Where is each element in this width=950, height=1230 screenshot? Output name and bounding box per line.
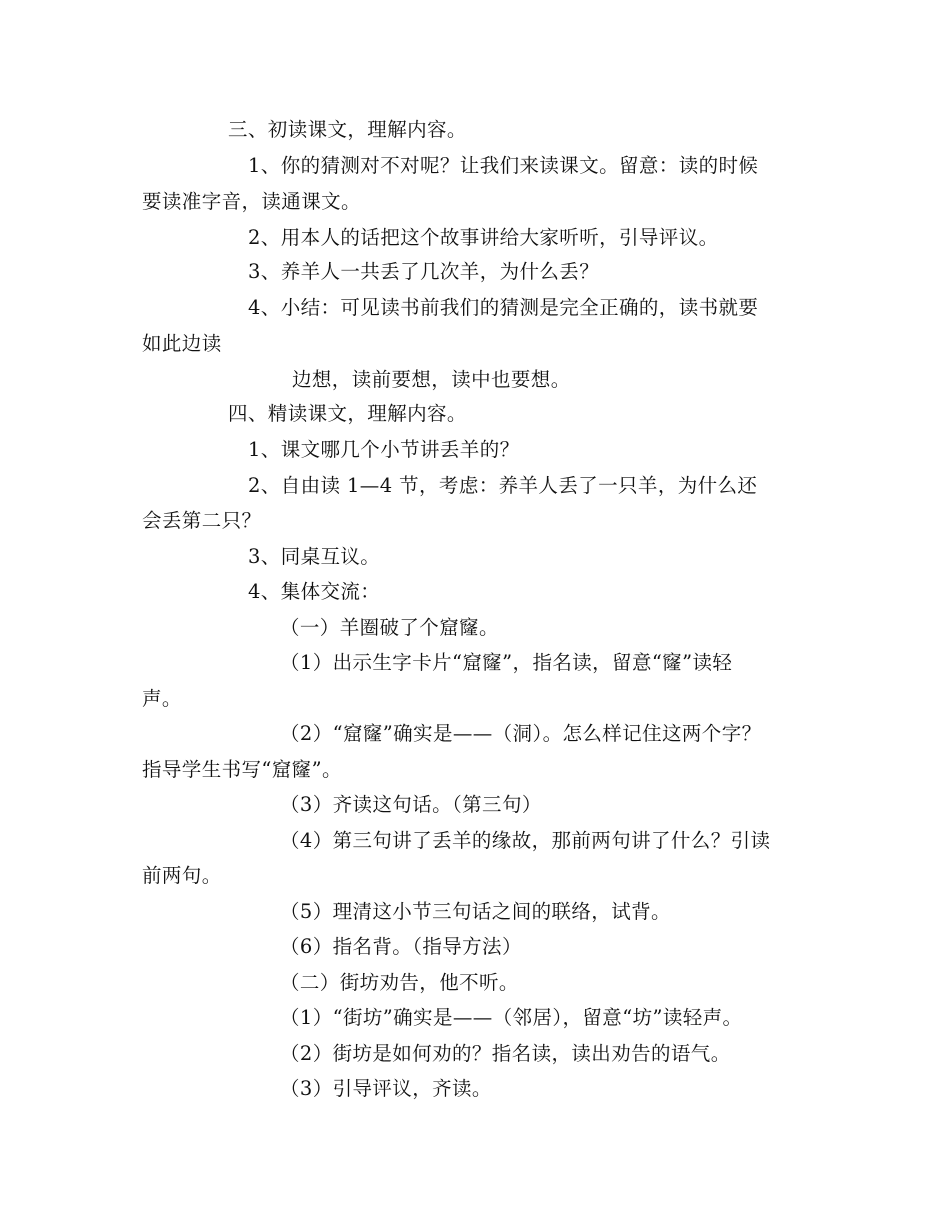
- paragraph-line: 3、同桌互议。: [248, 545, 381, 568]
- paragraph-line: 2、用本人的话把这个故事讲给大家听听，引导评议。: [248, 226, 719, 249]
- paragraph-line: 会丢第二只？: [142, 509, 262, 532]
- sub-heading: （二）街坊劝告，他不听。: [280, 971, 519, 994]
- paragraph-line: 4、小结：可见读书前我们的猜测是完全正确的，读书就要: [248, 296, 759, 319]
- paragraph-line: 边想，读前要想，读中也要想。: [292, 368, 571, 391]
- paragraph-line: 如此边读: [142, 332, 222, 355]
- paragraph-line: （3）引导评议，齐读。: [280, 1077, 492, 1100]
- sub-heading: （一）羊圈破了个窟窿。: [280, 616, 499, 639]
- paragraph-line: （2）街坊是如何劝的？指名读，读出劝告的语气。: [280, 1042, 731, 1065]
- paragraph-line: 声。: [142, 687, 182, 710]
- paragraph-line: （2）“窟窿”确实是——（洞）。怎么样记住这两个字？: [280, 722, 762, 745]
- section-heading-4: 四、精读课文，理解内容。: [228, 402, 467, 425]
- paragraph-line: 2、自由读 1—4 节，考虑：养羊人丢了一只羊，为什么还: [248, 474, 758, 497]
- paragraph-line: 4、集体交流：: [248, 580, 381, 603]
- paragraph-line: 指导学生书写“窟窿”。: [142, 758, 342, 781]
- paragraph-line: （1）“街坊”确实是——（邻居），留意“坊”读轻声。: [280, 1006, 743, 1029]
- paragraph-line: （1）出示生字卡片“窟窿”，指名读，留意“窿”读轻: [280, 651, 733, 674]
- paragraph-line: 1、你的猜测对不对呢？让我们来读课文。留意：读的时候: [248, 154, 759, 177]
- paragraph-line: （3）齐读这句话。（第三句）: [280, 793, 542, 816]
- paragraph-line: 前两句。: [142, 864, 222, 887]
- paragraph-line: 要读准字音，读通课文。: [142, 190, 361, 213]
- section-heading-3: 三、初读课文，理解内容。: [228, 118, 467, 141]
- paragraph-line: （5）理清这小节三句话之间的联络，试背。: [280, 900, 671, 923]
- paragraph-line: （6）指名背。（指导方法）: [280, 935, 522, 958]
- paragraph-line: 3、养羊人一共丢了几次羊，为什么丢？: [248, 260, 600, 283]
- paragraph-line: 1、课文哪几个小节讲丢羊的？: [248, 438, 520, 461]
- paragraph-line: （4）第三句讲了丢羊的缘故，那前两句讲了什么？引读: [280, 829, 771, 852]
